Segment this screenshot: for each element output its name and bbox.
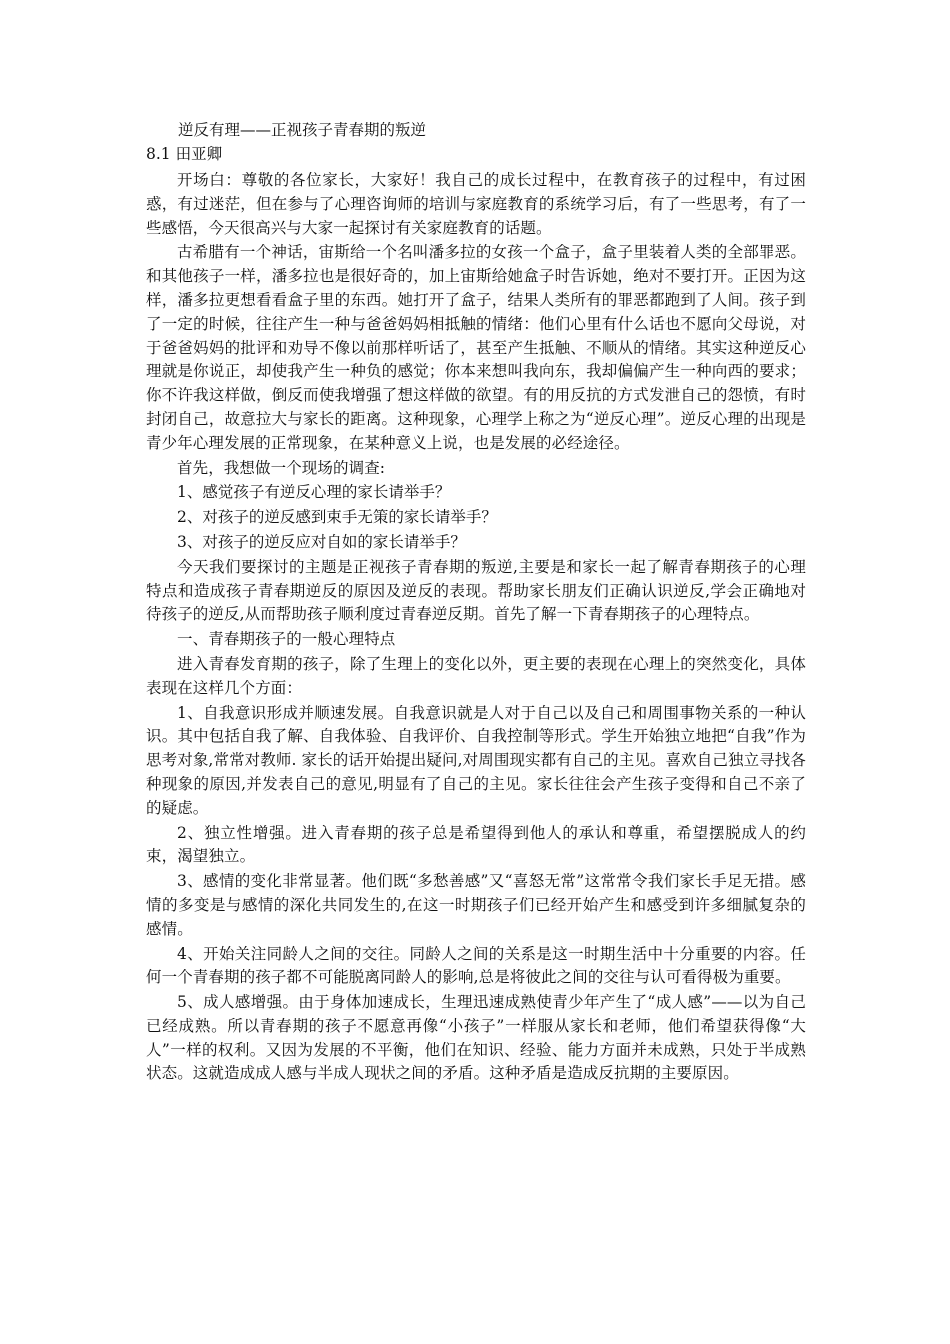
section-heading: 一、青春期孩子的一般心理特点 xyxy=(177,630,396,649)
document-title: 逆反有理——正视孩子青春期的叛逆 xyxy=(178,121,427,139)
survey-item: 2、对孩子的逆反感到束手无策的家长请举手？ xyxy=(177,508,497,527)
section-intro: 进入青春发育期的孩子，除了生理上的变化以外，更主要的表现在心理上的突然变化，具体表现在这样几个方面： xyxy=(146,654,806,697)
theme-paragraph: 今天我们要探讨的主题是正视孩子青春期的叛逆,主要是和家长一起了解青春期孩子的心理特点和造成孩子青春期逆反的原因及逆反的表现。帮助家长朋友们正确认识逆反,学会正确地对待孩子的逆反,从而帮助孩子顺利度过青春逆反期。首先了解一下青春期孩子的心理特点。 xyxy=(146,557,806,624)
point-paragraph: 4、开始关注同龄人之间的交往。同龄人之间的关系是这一时期生活中十分重要的内容。任何一个青春期的孩子都不可能脱离同龄人的影响,总是将彼此之间的交往与认可看得极为重要。 xyxy=(146,944,806,987)
point-paragraph: 3、感情的变化非常显著。他们既“多愁善感”又“喜怒无常”这常常令我们家长手足无措。感情的多变是与感情的深化共同发生的,在这一时期孩子们已经开始产生和感受到许多细腻复杂的感情。 xyxy=(146,872,806,938)
document-page xyxy=(146,119,806,1087)
intro-paragraph: 开场白：尊敬的各位家长，大家好！我自己的成长过程中，在教育孩子的过程中，有过困惑，有过迷茫，但在参与了心理咨询师的培训与家庭教育的系统学习后，有了一些思考，有了一些感悟，今天很高兴与大家一起探讨有关家庭教育的话题。 xyxy=(146,171,806,237)
survey-intro: 首先，我想做一个现场的调查: xyxy=(177,458,386,477)
survey-item: 3、对孩子的逆反应对自如的家长请举手？ xyxy=(177,532,466,551)
author-line: 8.1 田亚卿 xyxy=(146,145,223,163)
point-paragraph: 2、独立性增强。进入青春期的孩子总是希望得到他人的承认和尊重，希望摆脱成人的约束，渴望独立。 xyxy=(146,823,806,866)
myth-paragraph: 古希腊有一个神话，宙斯给一个名叫潘多拉的女孩一个盒子，盒子里装着人类的全部罪恶。和其他孩子一样，潘多拉也是很好奇的，加上宙斯给她盒子时告诉她，绝对不要打开。正因为这样，潘多拉更想看看盒子里的东西。她打开了盒子，结果人类所有的罪恶都跑到了人间。孩子到了一定的时候，往往产生一种与爸爸妈妈相抵触的情绪：他们心里有什么话也不愿向父母说，对于爸爸妈妈的批评和劝导不像以前那样听话了，甚至产生抵触、不顺从的情绪。其实这种逆反心理就是你说正，却使我产生一种负的感觉；你本来想叫我向东，我却偏偏产生一种向西的要求；你不许我这样做，倒反而使我增强了想这样做的欲望。有的用反抗的方式发泄自己的怨愤，有时封闭自己，故意拉大与家长的距离。这种现象，心理学上称之为“逆反心理”。逆反心理的出现是青少年心理发展的正常现象，在某种意义上说，也是发展的必经途径。 xyxy=(146,243,806,452)
survey-item: 1、感觉孩子有逆反心理的家长请举手？ xyxy=(177,483,451,502)
point-paragraph: 5、成人感增强。由于身体加速成长，生理迅速成熟使青少年产生了“成人感”——以为自己已经成熟。所以青春期的孩子不愿意再像“小孩子”一样服从家长和老师，他们希望获得像“大人”一样的权利。又因为发展的不平衡，他们在知识、经验、能力方面并未成熟，只处于半成熟状态。这就造成成人感与半成人现状之间的矛盾。这种矛盾是造成反抗期的主要原因。 xyxy=(146,993,806,1083)
point-paragraph: 1、自我意识形成并顺速发展。自我意识就是人对于自己以及自己和周围事物关系的一种认识。其中包括自我了解、自我体验、自我评价、自我控制等形式。学生开始独立地把“自我”作为思考对象,常常对教师. 家长的话开始提出疑问,对周围现实都有自己的主见。喜欢自己独立寻找各种现象的原因,并发表自己的意见,明显有了自己的主见。家长往往会产生孩子变得和自己不亲了的疑虑。 xyxy=(146,703,806,817)
